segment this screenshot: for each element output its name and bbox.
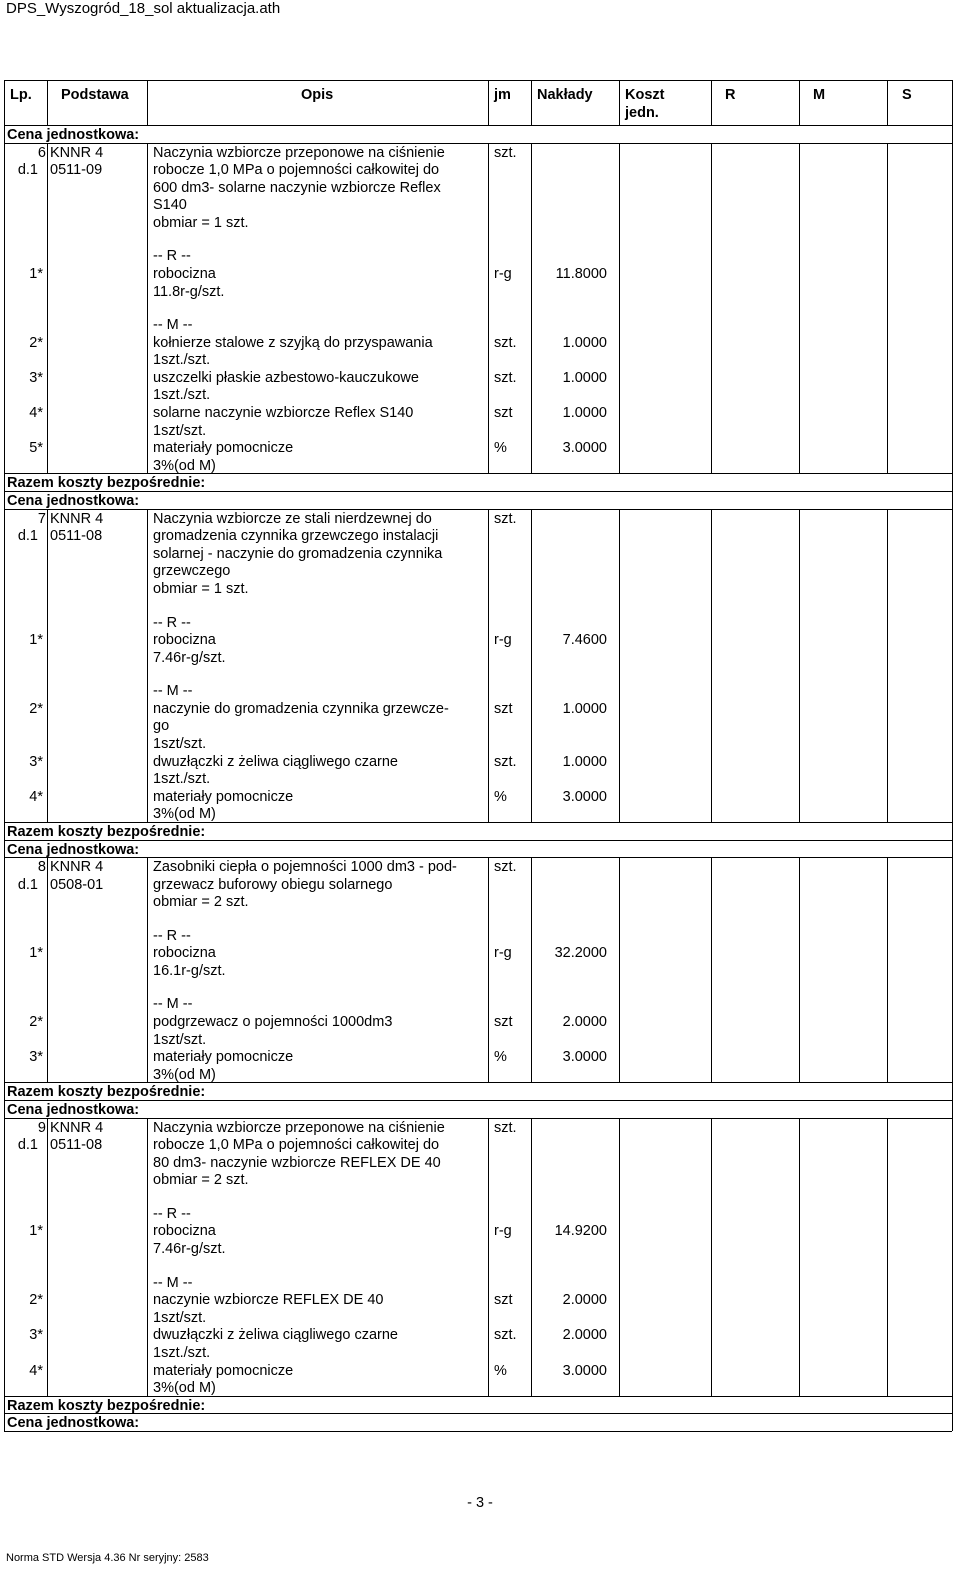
column-line (887, 857, 888, 1082)
row-unit: % (494, 440, 507, 457)
row-quantity: 1.0000 (562, 405, 607, 422)
item-basis-code: 0511-08 (50, 528, 103, 545)
item-unit: szt. (494, 510, 517, 527)
row-description: -- R -- (153, 927, 191, 944)
row-unit: szt (494, 1014, 513, 1031)
item-basis: KNNR 4 (50, 144, 104, 161)
column-line (488, 80, 489, 125)
item-description-line: Naczynia wzbiorcze przeponowe na ciśnienie (153, 1119, 445, 1136)
item-description-line: solarnej - naczynie do gromadzenia czynnika (153, 545, 443, 562)
column-line (711, 857, 712, 1082)
row-unit: szt. (494, 1327, 517, 1344)
col-s-header: S (902, 87, 912, 103)
item-description-line: robocze 1,0 MPa o pojemności całkowitej do (153, 1137, 440, 1154)
item-description-line: obmiar = 1 szt. (153, 215, 249, 231)
row-description: solarne naczynie wzbiorcze Reflex S140 (153, 405, 414, 422)
column-line (952, 80, 953, 1431)
item-description-line: S140 (153, 197, 187, 214)
row-unit: szt (494, 1292, 513, 1309)
column-line (799, 1118, 800, 1396)
direct-costs-label: Razem koszty bezpośrednie: (7, 823, 206, 840)
item-description-line: Zasobniki ciepła o pojemności 1000 dm3 - pod- (153, 859, 457, 876)
row-quantity: 3.0000 (562, 440, 607, 457)
row-description: kołnierze stalowe z szyjką do przyspawania (153, 334, 433, 351)
column-line (711, 80, 712, 125)
row-description: materiały pomocnicze (153, 1362, 294, 1379)
row-description: 1szt./szt. (153, 352, 211, 369)
row-number: 3* (29, 1049, 43, 1066)
col-naklady-header: Nakłady (537, 87, 593, 103)
column-line (147, 143, 148, 474)
row-number: 2* (29, 1292, 43, 1309)
row-quantity: 2.0000 (562, 1327, 607, 1344)
row-description: go (153, 718, 170, 735)
page-number: - 3 - (467, 1495, 493, 1511)
document-title: DPS_Wyszogród_18_sol aktualizacja.ath (6, 0, 281, 17)
row-description: 1szt/szt. (153, 422, 207, 439)
row-description: materiały pomocnicze (153, 440, 294, 457)
row-description: robocizna (153, 945, 216, 962)
row-quantity: 11.8000 (555, 266, 607, 283)
column-line (619, 1118, 620, 1396)
row-unit: % (494, 1049, 507, 1066)
column-line (47, 509, 48, 822)
column-line (147, 80, 148, 125)
column-line (887, 509, 888, 822)
row-number: 1* (29, 1223, 43, 1240)
item-subnumber: d.1 (17, 528, 38, 545)
row-description: 1szt/szt. (153, 1031, 207, 1048)
unit-price-label: Cena jednostkowa: (7, 127, 140, 143)
column-line (887, 143, 888, 474)
item-basis: KNNR 4 (50, 1119, 104, 1136)
unit-price-label: Cena jednostkowa: (7, 1102, 140, 1119)
item-subnumber: d.1 (17, 1137, 38, 1154)
row-description: podgrzewacz o pojemności 1000dm3 (153, 1014, 393, 1031)
item-unit: szt. (494, 859, 517, 876)
item-number: 9 (37, 1119, 46, 1136)
row-description: -- M -- (153, 683, 193, 700)
item-subnumber: d.1 (17, 162, 38, 179)
item-description-line: 80 dm3- naczynie wzbiorcze REFLEX DE 40 (153, 1154, 441, 1171)
row-description: 1szt./szt. (153, 387, 211, 404)
item-description-line: obmiar = 2 szt. (153, 1172, 249, 1189)
row-description: 7.46r-g/szt. (153, 649, 226, 666)
unit-price-label: Cena jednostkowa: (7, 841, 140, 858)
column-line (711, 509, 712, 822)
item-basis-code: 0511-09 (50, 162, 103, 179)
row-description: 3%(od M) (153, 1066, 216, 1083)
column-line (799, 80, 800, 125)
row-number: 3* (29, 753, 43, 770)
item-description-line: obmiar = 2 szt. (153, 894, 249, 911)
row-unit: r-g (494, 266, 512, 283)
row-description: -- M -- (153, 317, 193, 334)
row-description: -- R -- (153, 1205, 191, 1222)
item-basis: KNNR 4 (50, 510, 104, 527)
row-description: -- R -- (153, 248, 191, 265)
column-line (4, 80, 5, 1431)
row-description: materiały pomocnicze (153, 1049, 294, 1066)
row-description: robocizna (153, 266, 216, 283)
column-line (47, 857, 48, 1082)
row-description: -- M -- (153, 1274, 193, 1291)
column-line (531, 857, 532, 1082)
column-line (711, 1118, 712, 1396)
row-unit: szt. (494, 334, 517, 351)
row-number: 4* (29, 405, 43, 422)
row-number: 1* (29, 632, 43, 649)
rule-line (4, 491, 952, 492)
column-line (488, 857, 489, 1082)
row-quantity: 3.0000 (562, 1049, 607, 1066)
item-number: 8 (37, 859, 46, 876)
row-description: naczynie wzbiorcze REFLEX DE 40 (153, 1292, 384, 1309)
item-basis-code: 0508-01 (50, 876, 104, 893)
row-unit: szt (494, 700, 513, 717)
column-line (47, 143, 48, 474)
col-koszt-header-2: jedn. (625, 105, 659, 121)
col-opis-header: Opis (301, 87, 334, 103)
row-quantity: 1.0000 (562, 369, 607, 386)
row-description: -- M -- (153, 996, 193, 1013)
item-description-line: Naczynia wzbiorcze ze stali nierdzewnej do (153, 510, 432, 527)
row-number: 4* (29, 788, 43, 805)
row-description: robocizna (153, 632, 216, 649)
item-unit: szt. (494, 144, 517, 161)
row-unit: r-g (494, 1223, 512, 1240)
row-description: 1szt./szt. (153, 771, 211, 788)
row-quantity: 2.0000 (562, 1292, 607, 1309)
direct-costs-label: Razem koszty bezpośrednie: (7, 475, 206, 492)
row-unit: szt. (494, 369, 517, 386)
column-line (619, 509, 620, 822)
row-description: 11.8r-g/szt. (153, 283, 225, 300)
column-line (147, 509, 148, 822)
column-line (488, 509, 489, 822)
item-unit: szt. (494, 1119, 517, 1136)
row-unit: % (494, 788, 507, 805)
row-description: robocizna (153, 1223, 216, 1240)
direct-costs-label: Razem koszty bezpośrednie: (7, 1397, 206, 1414)
item-basis: KNNR 4 (50, 859, 104, 876)
col-podstawa-header: Podstawa (61, 87, 129, 103)
row-description: 16.1r-g/szt. (153, 963, 226, 979)
row-number: 1* (29, 266, 43, 283)
column-line (147, 1118, 148, 1396)
row-unit: % (494, 1362, 507, 1379)
item-basis-code: 0511-08 (50, 1137, 103, 1154)
row-description: materiały pomocnicze (153, 788, 294, 805)
row-description: 3%(od M) (153, 1380, 216, 1397)
item-description-line: grzewacz buforowy obiegu solarnego (153, 876, 393, 893)
column-line (531, 80, 532, 125)
column-line (619, 857, 620, 1082)
row-description: dwuzłączki z żeliwa ciągliwego czarne (153, 753, 398, 770)
row-number: 2* (29, 334, 43, 351)
rule-line (4, 840, 952, 841)
row-unit: r-g (494, 632, 512, 649)
row-quantity: 32.2000 (554, 945, 607, 962)
item-description-line: grzewczego (153, 563, 231, 580)
unit-price-label: Cena jednostkowa: (7, 1415, 140, 1432)
column-line (47, 1118, 48, 1396)
item-description-line: Naczynia wzbiorcze przeponowe na ciśnienie (153, 144, 445, 161)
row-description: -- R -- (153, 614, 191, 631)
column-line (887, 1118, 888, 1396)
row-quantity: 3.0000 (562, 1362, 607, 1379)
column-line (531, 509, 532, 822)
col-jm-header: jm (494, 87, 511, 103)
rule-line (4, 1413, 952, 1414)
column-line (531, 1118, 532, 1396)
row-number: 3* (29, 369, 43, 386)
row-number: 3* (29, 1327, 43, 1344)
row-unit: szt (494, 405, 513, 422)
row-unit: szt. (494, 753, 517, 770)
column-line (619, 143, 620, 474)
column-line (799, 857, 800, 1082)
row-description: naczynie do gromadzenia czynnika grzewcze- (153, 700, 449, 717)
row-description: 1szt/szt. (153, 735, 207, 752)
column-line (799, 509, 800, 822)
row-description: 3%(od M) (153, 457, 216, 474)
row-number: 1* (29, 945, 43, 962)
column-line (619, 80, 620, 125)
col-koszt-header: Koszt (625, 87, 665, 103)
column-line (47, 80, 48, 125)
row-number: 5* (29, 440, 43, 457)
row-quantity: 3.0000 (562, 788, 607, 805)
row-quantity: 14.9200 (554, 1223, 607, 1240)
item-number: 6 (37, 144, 46, 161)
column-line (887, 80, 888, 125)
col-m-header: M (813, 87, 826, 103)
column-line (147, 857, 148, 1082)
row-description: 7.46r-g/szt. (153, 1241, 226, 1258)
row-description: 1szt/szt. (153, 1309, 207, 1326)
item-description-line: obmiar = 1 szt. (153, 581, 249, 598)
row-number: 4* (29, 1362, 43, 1379)
row-description: 1szt./szt. (153, 1344, 211, 1361)
item-subnumber: d.1 (17, 876, 38, 893)
column-line (488, 143, 489, 474)
software-footer: Norma STD Wersja 4.36 Nr seryjny: 2583 (6, 1552, 209, 1564)
column-line (711, 143, 712, 474)
unit-price-label: Cena jednostkowa: (7, 493, 140, 510)
item-description-line: gromadzenia czynnika grzewczego instalacji (153, 528, 439, 545)
item-description-line: 600 dm3- solarne naczynie wzbiorcze Reflex (153, 179, 441, 196)
row-quantity: 1.0000 (562, 700, 607, 717)
direct-costs-label: Razem koszty bezpośrednie: (7, 1084, 206, 1101)
rule-line (4, 125, 952, 126)
row-quantity: 2.0000 (562, 1014, 607, 1031)
row-description: uszczelki płaskie azbestowo-kauczukowe (153, 369, 419, 386)
column-line (531, 143, 532, 474)
row-description: dwuzłączki z żeliwa ciągliwego czarne (153, 1327, 398, 1344)
item-description-line: robocze 1,0 MPa o pojemności całkowitej do (153, 162, 440, 179)
col-lp-header: Lp. (10, 87, 32, 103)
column-line (799, 143, 800, 474)
column-line (488, 1118, 489, 1396)
rule-line (4, 1431, 952, 1432)
row-number: 2* (29, 1014, 43, 1031)
row-number: 2* (29, 700, 43, 717)
row-quantity: 1.0000 (562, 753, 607, 770)
item-number: 7 (37, 510, 46, 527)
col-r-header: R (725, 87, 736, 103)
row-quantity: 1.0000 (562, 334, 607, 351)
row-quantity: 7.4600 (562, 632, 607, 649)
row-unit: r-g (494, 945, 512, 962)
rule-line (4, 1100, 952, 1101)
row-description: 3%(od M) (153, 806, 216, 823)
